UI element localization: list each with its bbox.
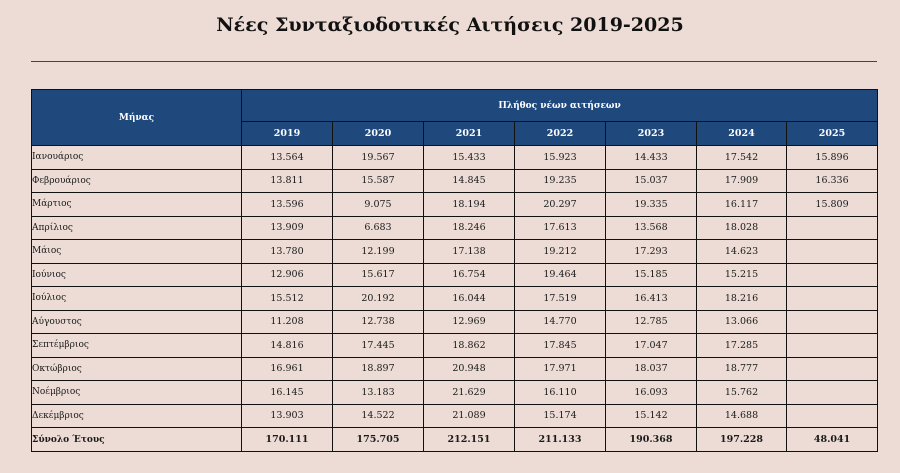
- table-row: [32, 310, 878, 334]
- value-cell: 16.110: [515, 381, 606, 405]
- value-cell: 17.445: [333, 334, 424, 358]
- month-cell: Αύγουστος: [32, 310, 242, 334]
- value-cell: 14.816: [242, 334, 333, 358]
- value-cell: 14.433: [606, 146, 697, 170]
- value-cell: 15.587: [333, 169, 424, 193]
- applications-table: [31, 89, 878, 452]
- value-cell: 17.845: [515, 334, 606, 358]
- value-cell: 15.896: [787, 146, 878, 170]
- value-cell: [787, 216, 878, 240]
- value-cell: 13.596: [242, 193, 333, 217]
- value-cell: 16.413: [606, 287, 697, 311]
- value-cell: 17.138: [424, 240, 515, 264]
- month-cell: Μάρτιος: [32, 193, 242, 217]
- value-cell: 21.089: [424, 404, 515, 428]
- month-cell: Οκτώβριος: [32, 357, 242, 381]
- value-cell: 12.199: [333, 240, 424, 264]
- table-row: [32, 334, 878, 358]
- value-cell: 15.142: [606, 404, 697, 428]
- value-cell: 13.066: [697, 310, 787, 334]
- value-cell: 19.464: [515, 263, 606, 287]
- month-cell: Ιούλιος: [32, 287, 242, 311]
- month-cell: Φεβρουάριος: [32, 169, 242, 193]
- value-cell: 17.285: [697, 334, 787, 358]
- value-cell: 13.909: [242, 216, 333, 240]
- value-cell: 13.183: [333, 381, 424, 405]
- value-cell: 15.809: [787, 193, 878, 217]
- value-cell: 18.862: [424, 334, 515, 358]
- year-header-2025: 2025: [787, 122, 878, 146]
- value-cell: 6.683: [333, 216, 424, 240]
- value-cell: [787, 334, 878, 358]
- year-header-2022: 2022: [515, 122, 606, 146]
- table-row: [32, 240, 878, 264]
- value-cell: [787, 357, 878, 381]
- value-cell: 15.174: [515, 404, 606, 428]
- value-cell: 12.738: [333, 310, 424, 334]
- value-cell: 17.047: [606, 334, 697, 358]
- table-row: [32, 169, 878, 193]
- value-cell: 13.811: [242, 169, 333, 193]
- value-cell: 16.044: [424, 287, 515, 311]
- value-cell: 16.093: [606, 381, 697, 405]
- table-row: [32, 404, 878, 428]
- total-value-cell: 211.133: [515, 428, 606, 452]
- value-cell: 17.293: [606, 240, 697, 264]
- value-cell: 15.037: [606, 169, 697, 193]
- month-cell: Ιανουάριος: [32, 146, 242, 170]
- value-cell: 9.075: [333, 193, 424, 217]
- value-cell: [787, 263, 878, 287]
- page-title: Νέες Συνταξιοδοτικές Αιτήσεις 2019-2025: [216, 14, 684, 36]
- value-cell: 14.688: [697, 404, 787, 428]
- value-cell: 14.522: [333, 404, 424, 428]
- value-cell: 15.512: [242, 287, 333, 311]
- value-cell: 14.770: [515, 310, 606, 334]
- value-cell: 13.564: [242, 146, 333, 170]
- value-cell: 17.971: [515, 357, 606, 381]
- value-cell: 18.216: [697, 287, 787, 311]
- value-cell: 15.617: [333, 263, 424, 287]
- table-row: [32, 216, 878, 240]
- value-cell: 13.780: [242, 240, 333, 264]
- table-row: [32, 263, 878, 287]
- table-row: [32, 287, 878, 311]
- value-cell: 12.785: [606, 310, 697, 334]
- title-divider: [31, 61, 877, 62]
- value-cell: [787, 240, 878, 264]
- month-column-header: Μήνας: [32, 90, 242, 146]
- value-cell: 11.208: [242, 310, 333, 334]
- year-header-2019: 2019: [242, 122, 333, 146]
- value-cell: 14.623: [697, 240, 787, 264]
- total-value-cell: 197.228: [697, 428, 787, 452]
- value-cell: 12.906: [242, 263, 333, 287]
- value-cell: 18.037: [606, 357, 697, 381]
- value-cell: 16.145: [242, 381, 333, 405]
- value-cell: 18.777: [697, 357, 787, 381]
- value-cell: 17.909: [697, 169, 787, 193]
- value-cell: 19.335: [606, 193, 697, 217]
- total-value-cell: 212.151: [424, 428, 515, 452]
- value-cell: [787, 287, 878, 311]
- month-cell: Μάιος: [32, 240, 242, 264]
- value-cell: 15.762: [697, 381, 787, 405]
- value-cell: 15.215: [697, 263, 787, 287]
- month-cell: Ιούνιος: [32, 263, 242, 287]
- value-cell: 18.246: [424, 216, 515, 240]
- applications-group-header: Πλήθος νέων αιτήσεων: [242, 90, 878, 122]
- value-cell: 16.117: [697, 193, 787, 217]
- value-cell: 13.568: [606, 216, 697, 240]
- value-cell: 19.235: [515, 169, 606, 193]
- value-cell: 21.629: [424, 381, 515, 405]
- value-cell: [787, 310, 878, 334]
- value-cell: 17.519: [515, 287, 606, 311]
- total-value-cell: 170.111: [242, 428, 333, 452]
- table-row: [32, 381, 878, 405]
- value-cell: 12.969: [424, 310, 515, 334]
- value-cell: 16.754: [424, 263, 515, 287]
- total-label: Σύνολο Έτους: [32, 428, 242, 452]
- value-cell: 15.923: [515, 146, 606, 170]
- table-row: [32, 146, 878, 170]
- total-value-cell: 48.041: [787, 428, 878, 452]
- value-cell: [787, 381, 878, 405]
- value-cell: 17.613: [515, 216, 606, 240]
- total-value-cell: 190.368: [606, 428, 697, 452]
- value-cell: 16.336: [787, 169, 878, 193]
- value-cell: 13.903: [242, 404, 333, 428]
- value-cell: 14.845: [424, 169, 515, 193]
- total-row: [32, 428, 878, 452]
- value-cell: 18.897: [333, 357, 424, 381]
- month-cell: Σεπτέμβριος: [32, 334, 242, 358]
- year-header-2023: 2023: [606, 122, 697, 146]
- value-cell: 20.948: [424, 357, 515, 381]
- year-header-2020: 2020: [333, 122, 424, 146]
- month-cell: Νοέμβριος: [32, 381, 242, 405]
- value-cell: 16.961: [242, 357, 333, 381]
- table-body: [32, 146, 878, 452]
- table-row: [32, 193, 878, 217]
- value-cell: 18.194: [424, 193, 515, 217]
- year-header-2024: 2024: [697, 122, 787, 146]
- value-cell: 19.567: [333, 146, 424, 170]
- value-cell: 19.212: [515, 240, 606, 264]
- month-cell: Απρίλιος: [32, 216, 242, 240]
- value-cell: [787, 404, 878, 428]
- month-cell: Δεκέμβριος: [32, 404, 242, 428]
- value-cell: 20.297: [515, 193, 606, 217]
- value-cell: 18.028: [697, 216, 787, 240]
- value-cell: 17.542: [697, 146, 787, 170]
- value-cell: 20.192: [333, 287, 424, 311]
- value-cell: 15.433: [424, 146, 515, 170]
- table-row: [32, 357, 878, 381]
- total-value-cell: 175.705: [333, 428, 424, 452]
- value-cell: 15.185: [606, 263, 697, 287]
- year-header-2021: 2021: [424, 122, 515, 146]
